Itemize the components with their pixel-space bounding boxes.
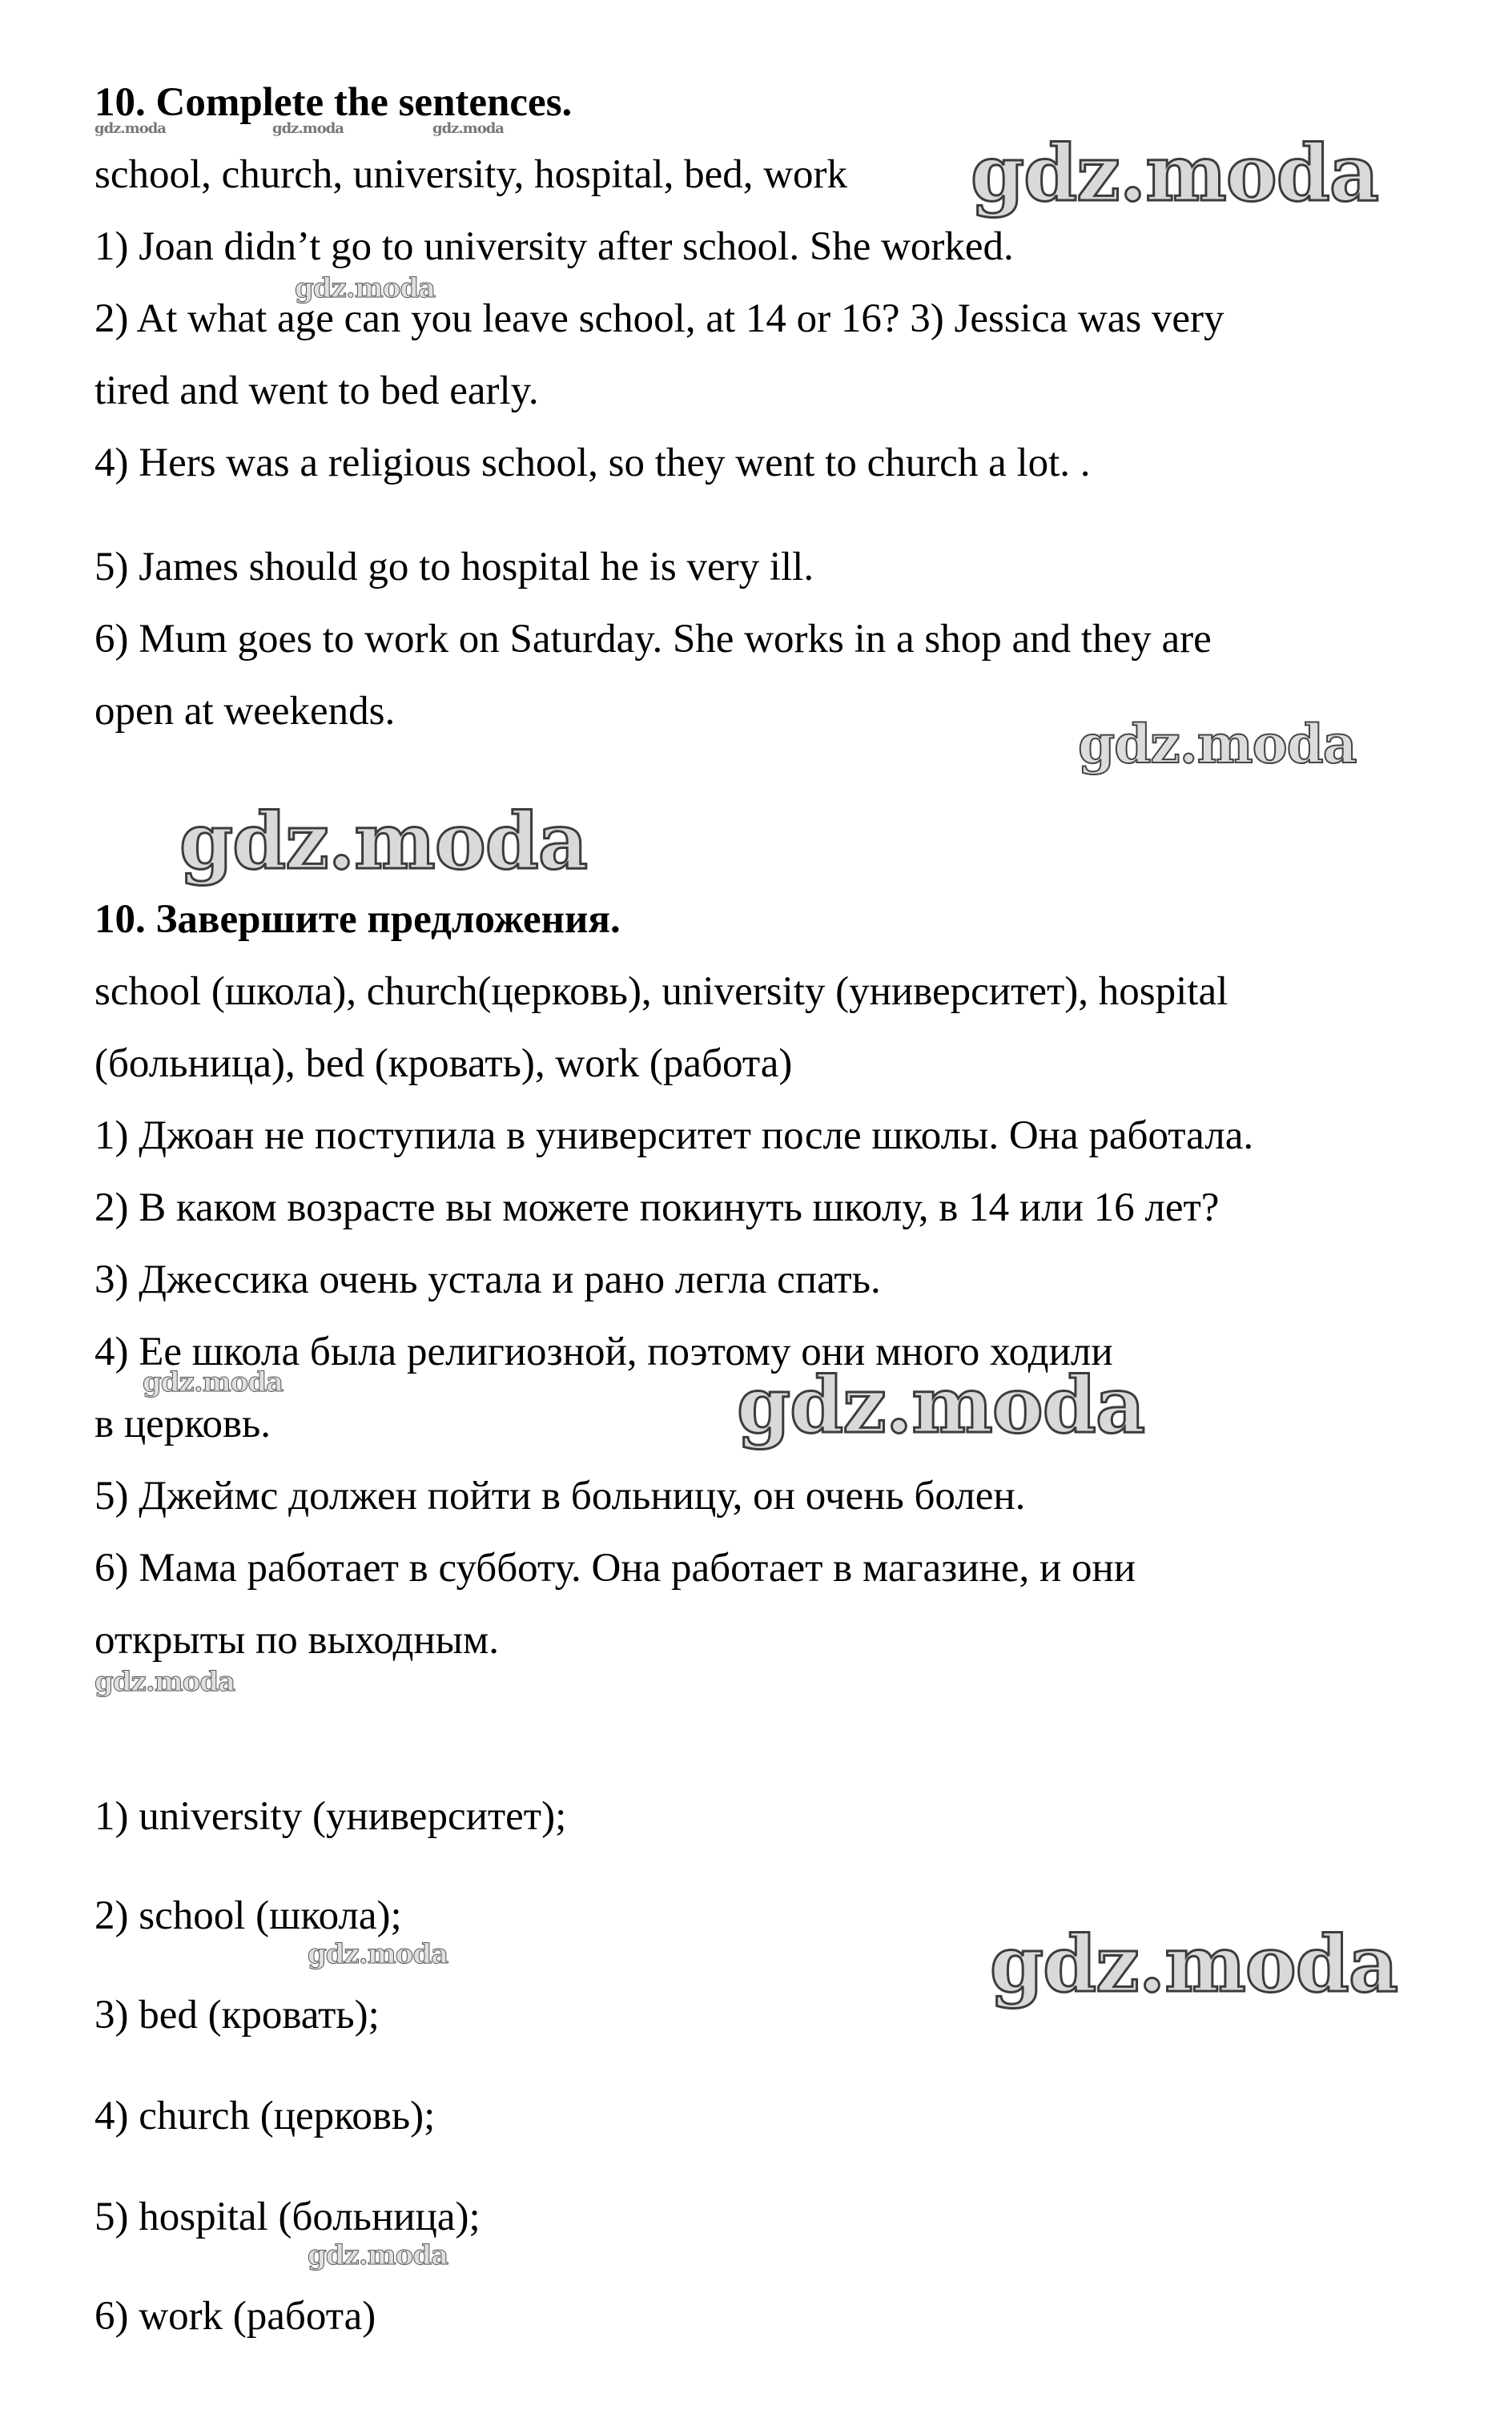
english-line-1: 1) Joan didn’t go to university after school. She worked. [94, 224, 1014, 269]
answer-4: 4) church (церковь); [94, 2094, 436, 2138]
watermark-logo: gdz.moda [94, 1666, 235, 1698]
russian-line-2: 2) В каком возрасте вы можете покинуть школу, в 14 или 16 лет? [94, 1185, 1220, 1230]
english-line-7: open at weekends. [94, 689, 396, 734]
watermark-logo: gdz.moda [94, 120, 166, 137]
watermark-logo: gdz.moda [1078, 713, 1357, 775]
english-line-4: 4) Hers was a religious school, so they went to church a lot. . [94, 441, 1091, 485]
answer-1: 1) university (университет); [94, 1794, 567, 1839]
answer-3: 3) bed (кровать); [94, 1993, 380, 2038]
english-line-6: 6) Mum goes to work on Saturday. She works in a shop and they are [94, 617, 1212, 662]
english-line-3: tired and went to bed early. [94, 368, 539, 413]
english-word-list: school, church, university, hospital, bed, work [94, 152, 848, 197]
russian-word-list-2: (больница), bed (кровать), work (работа) [94, 1041, 793, 1086]
answer-5: 5) hospital (больница); [94, 2195, 481, 2239]
watermark-logo: gdz.moda [308, 1938, 448, 1970]
russian-line-7: 6) Мама работает в субботу. Она работает в магазине, и они [94, 1546, 1136, 1591]
russian-line-1: 1) Джоан не поступила в университет после школы. Она работала. [94, 1113, 1254, 1158]
english-line-5: 5) James should go to hospital he is very ill. [94, 545, 814, 589]
english-heading: 10. Complete the sentences. [94, 80, 573, 125]
watermark-logo: gdz.moda [990, 1919, 1398, 2010]
watermark-logo: gdz.moda [308, 2239, 448, 2271]
watermark-logo: gdz.moda [432, 120, 504, 137]
answer-6: 6) work (работа) [94, 2294, 376, 2339]
answer-2: 2) school (школа); [94, 1893, 402, 1938]
russian-heading: 10. Завершите предложения. [94, 897, 621, 942]
watermark-logo: gdz.moda [143, 1366, 284, 1398]
russian-line-4: 4) Ее школа была религиозной, поэтому они много ходили [94, 1330, 1113, 1374]
watermark-logo: gdz.moda [737, 1360, 1145, 1450]
watermark-logo: gdz.moda [971, 128, 1379, 219]
watermark-logo: gdz.moda [295, 272, 436, 304]
english-line-2: 2) At what age can you leave school, at 14 or 16? 3) Jessica was very [94, 296, 1224, 341]
russian-word-list-1: school (школа), church(церковь), university (университет), hospital [94, 969, 1228, 1014]
watermark-logo: gdz.moda [179, 796, 588, 887]
russian-line-5: в церковь. [94, 1402, 271, 1446]
russian-line-6: 5) Джеймс должен пойти в больницу, он очень болен. [94, 1474, 1026, 1519]
russian-line-8: открыты по выходным. [94, 1618, 499, 1663]
russian-line-3: 3) Джессика очень устала и рано легла спать. [94, 1257, 881, 1302]
watermark-logo: gdz.moda [272, 120, 344, 137]
